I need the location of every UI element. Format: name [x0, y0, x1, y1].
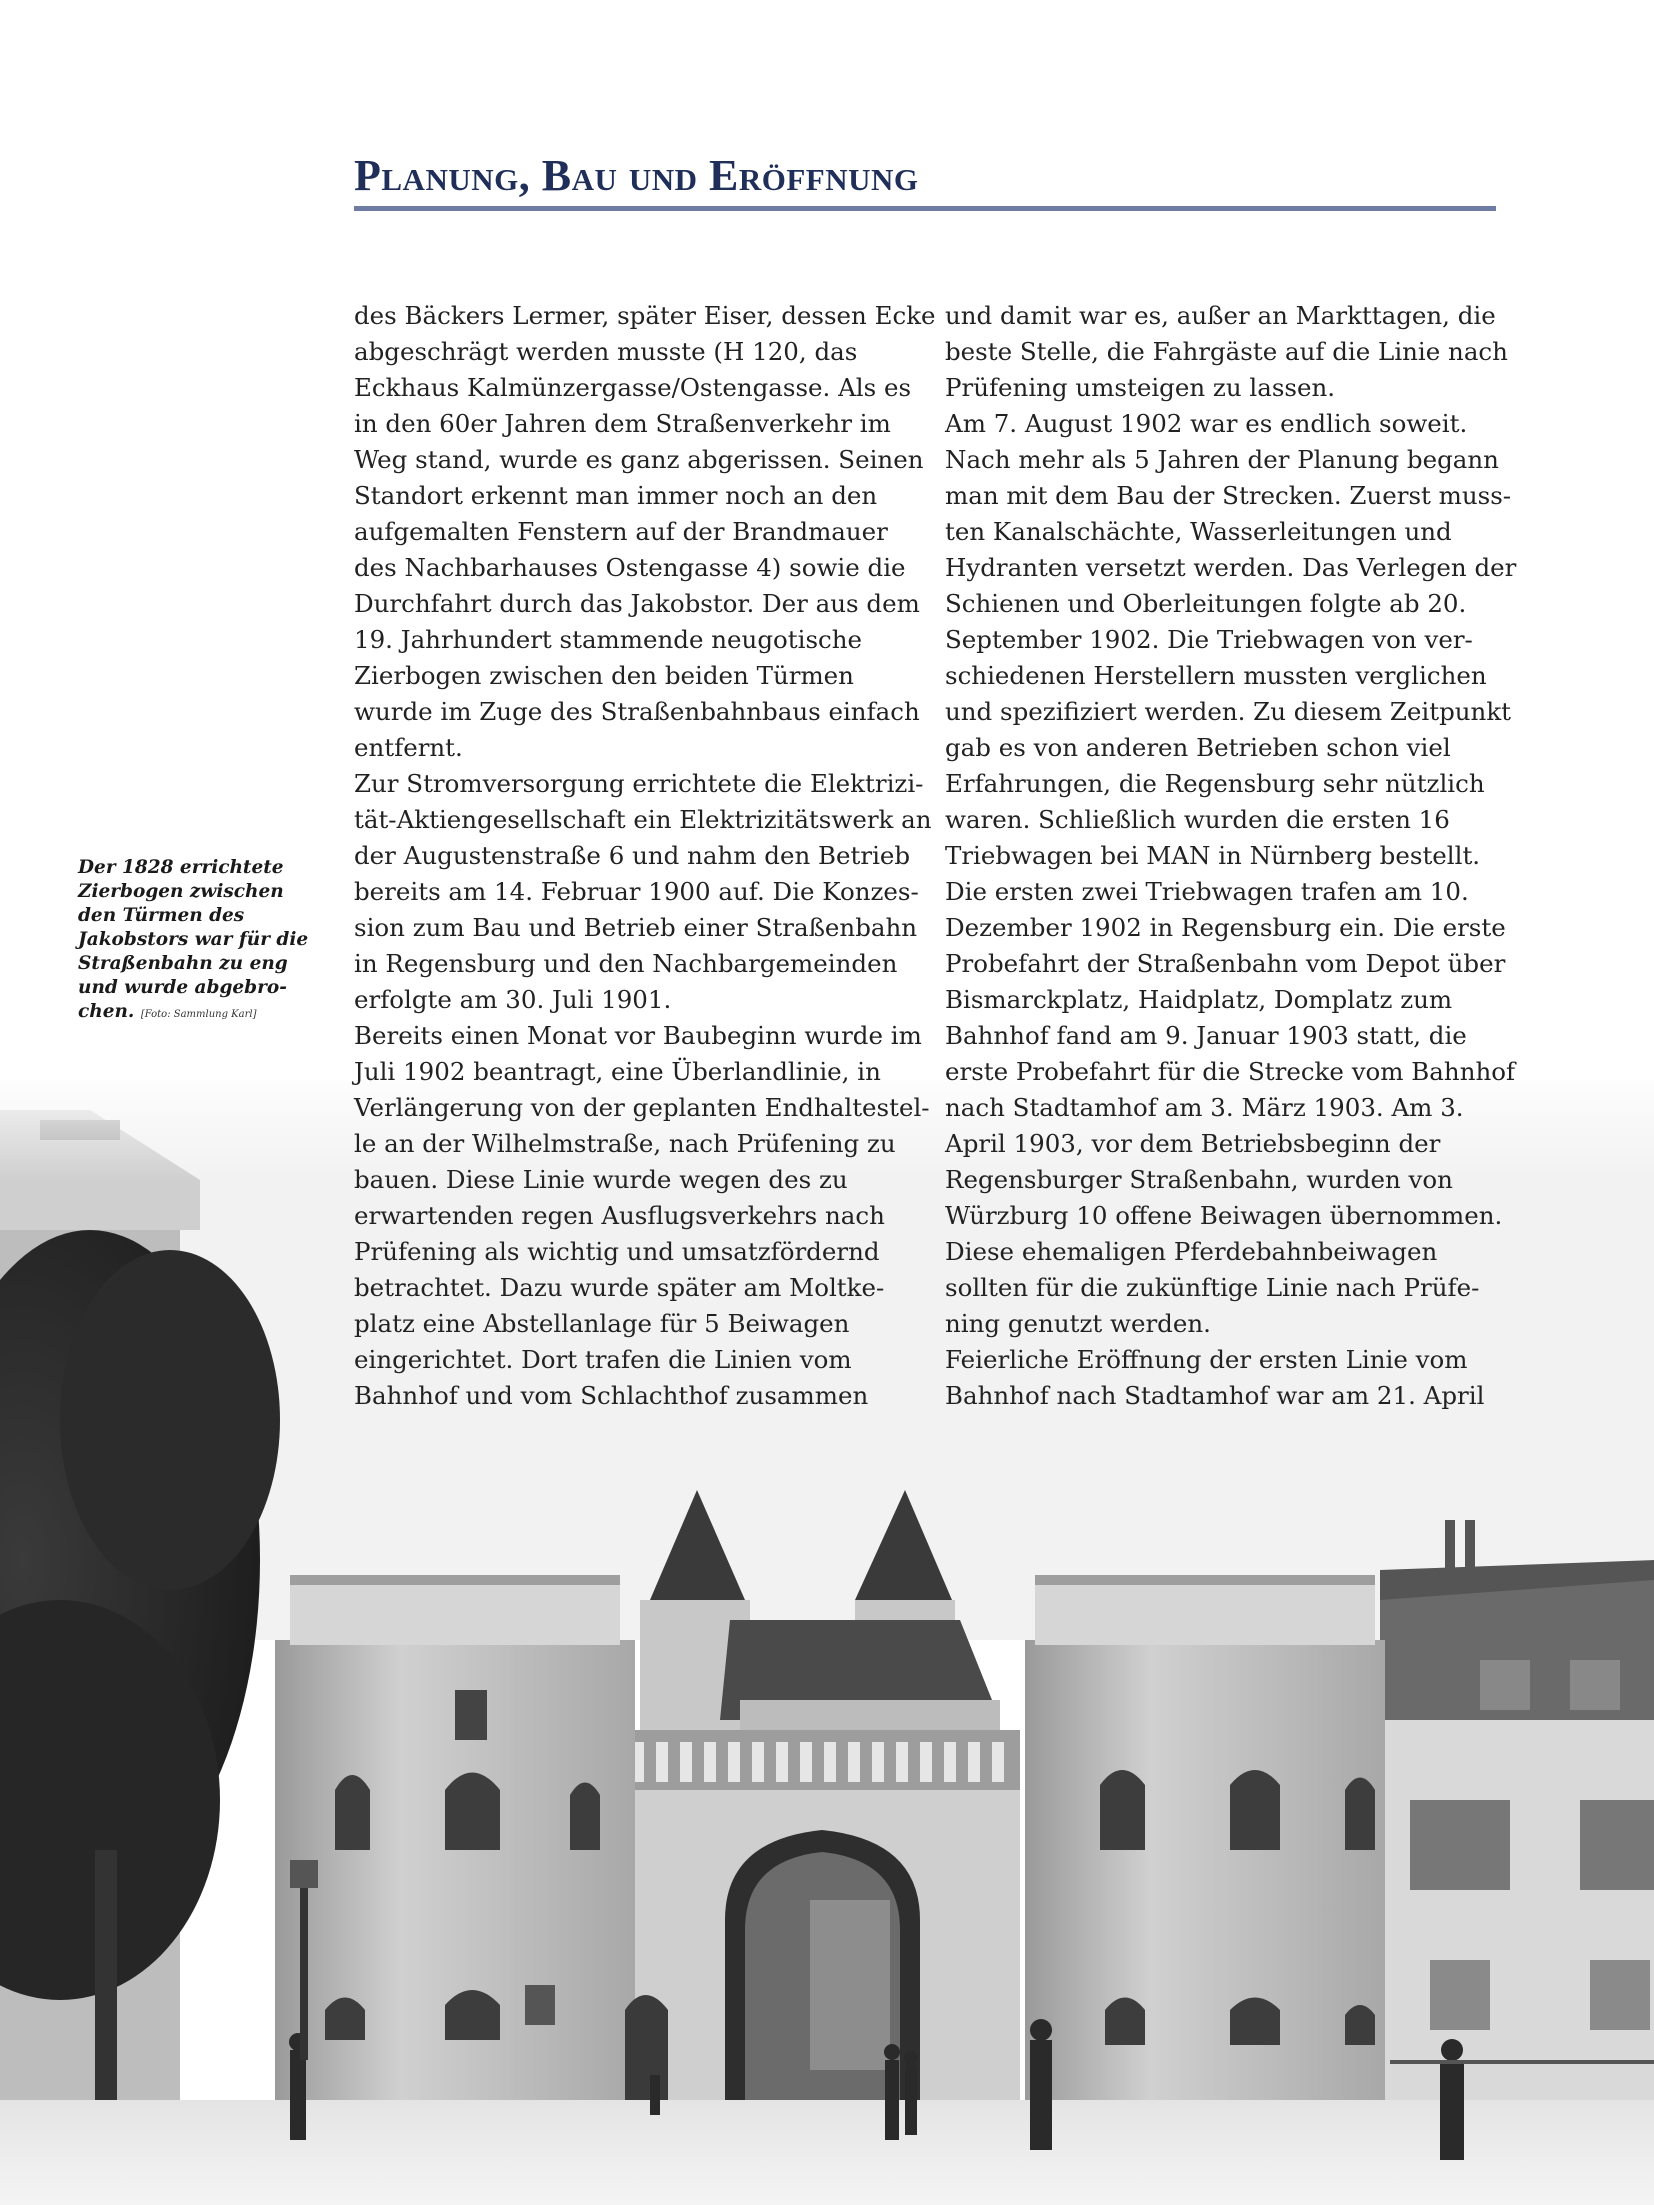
text-column-left [354, 298, 936, 1414]
text-line: le an der Wilhelmstraße, nach Prüfening zu [354, 1129, 896, 1158]
page-title: Planung, Bau und Eröffnung [354, 151, 919, 200]
text-line: entfernt. [354, 733, 463, 762]
text-line: Bismarckplatz, Haidplatz, Domplatz zum [945, 985, 1453, 1014]
text-line: ning genutzt werden. [945, 1309, 1211, 1338]
text-line: abgeschrägt werden musste (H 120, das [354, 337, 858, 366]
text-line: Dezember 1902 in Regensburg ein. Die erste [945, 913, 1506, 942]
text-line: platz eine Abstellanlage für 5 Beiwagen [354, 1309, 850, 1338]
caption-line: und wurde abgebro- [78, 977, 287, 998]
text-line: wurde im Zuge des Straßenbahnbaus einfach [354, 697, 920, 726]
text-line: sion zum Bau und Betrieb einer Straßenbahn [354, 913, 918, 942]
caption-line: Straßenbahn zu eng [78, 953, 288, 974]
text-line: Standort erkennt man immer noch an den [354, 481, 878, 510]
text-line: Regensburger Straßenbahn, wurden von [945, 1165, 1453, 1194]
text-line: September 1902. Die Triebwagen von ver- [945, 625, 1473, 654]
text-line: Weg stand, wurde es ganz abgerissen. Seinen [354, 445, 924, 474]
text-line: in den 60er Jahren dem Straßenverkehr im [354, 409, 891, 438]
text-line: sollten für die zukünftige Linie nach Prüfe- [945, 1273, 1480, 1302]
text-line: des Bäckers Lermer, später Eiser, dessen Ecke [354, 301, 936, 330]
text-line: erste Probefahrt für die Strecke vom Bahnhof [945, 1057, 1516, 1086]
text-line: Probefahrt der Straßenbahn vom Depot über [945, 949, 1506, 978]
text-line: bereits am 14. Februar 1900 auf. Die Konzes- [354, 877, 919, 906]
text-line: Nach mehr als 5 Jahren der Planung begann [945, 445, 1499, 474]
text-line: April 1903, vor dem Betriebsbeginn der [945, 1129, 1441, 1158]
text-column-right [945, 298, 1517, 1414]
text-line: beste Stelle, die Fahrgäste auf die Linie nach [945, 337, 1508, 366]
text-line: gab es von anderen Betrieben schon viel [945, 733, 1451, 762]
text-line: nach Stadtamhof am 3. März 1903. Am 3. [945, 1093, 1464, 1122]
text-line: Feierliche Eröffnung der ersten Linie vom [945, 1345, 1468, 1374]
text-line: Verlängerung von der geplanten Endhaltestel- [354, 1093, 930, 1122]
text-line: erwartenden regen Ausflugsverkehrs nach [354, 1201, 885, 1230]
text-line: Durchfahrt durch das Jakobstor. Der aus dem [354, 589, 920, 618]
text-line: Prüfening als wichtig und umsatzfördernd [354, 1237, 880, 1266]
text-line: erfolgte am 30. Juli 1901. [354, 985, 672, 1014]
text-line: Juli 1902 beantragt, eine Überlandlinie, in [354, 1057, 881, 1086]
photo-credit: [Foto: Sammlung Karl] [140, 1009, 257, 1020]
text-line: in Regensburg und den Nachbargemeinden [354, 949, 898, 978]
caption-line: Der 1828 errichtete [78, 857, 284, 878]
text-line: 19. Jahrhundert stammende neugotische [354, 625, 863, 654]
text-line: Bereits einen Monat vor Baubeginn wurde im [354, 1021, 922, 1050]
caption-line: den Türmen des [78, 905, 245, 926]
text-line: Am 7. August 1902 war es endlich soweit. [945, 409, 1468, 438]
text-line: Erfahrungen, die Regensburg sehr nützlich [945, 769, 1485, 798]
text-line: Die ersten zwei Triebwagen trafen am 10. [945, 877, 1469, 906]
text-line: ten Kanalschächte, Wasserleitungen und [945, 517, 1452, 546]
caption-line: Jakobstors war für die [78, 929, 309, 950]
photo-caption [78, 856, 318, 1027]
text-line: und damit war es, außer an Markttagen, die [945, 301, 1496, 330]
caption-line-text: chen. [78, 1001, 135, 1022]
text-line: eingerichtet. Dort trafen die Linien vom [354, 1345, 852, 1374]
text-line: Zur Stromversorgung errichtete die Elektrizi- [354, 769, 924, 798]
text-line: bauen. Diese Linie wurde wegen des zu [354, 1165, 848, 1194]
text-line: Bahnhof und vom Schlachthof zusammen [354, 1381, 869, 1410]
text-line: Bahnhof fand am 9. Januar 1903 statt, die [945, 1021, 1467, 1050]
text-line: aufgemalten Fenstern auf der Brandmauer [354, 517, 888, 546]
title-divider [354, 206, 1496, 211]
text-line: Prüfening umsteigen zu lassen. [945, 373, 1336, 402]
text-line: Triebwagen bei MAN in Nürnberg bestellt. [945, 841, 1481, 870]
text-line: Würzburg 10 offene Beiwagen übernommen. [945, 1201, 1503, 1230]
text-line: Schienen und Oberleitungen folgte ab 20. [945, 589, 1467, 618]
text-line: betrachtet. Dazu wurde später am Moltke- [354, 1273, 885, 1302]
text-line: Hydranten versetzt werden. Das Verlegen der [945, 553, 1517, 582]
text-line: Zierbogen zwischen den beiden Türmen [354, 661, 854, 690]
text-line: der Augustenstraße 6 und nahm den Betrieb [354, 841, 911, 870]
text-line: Eckhaus Kalmünzergasse/Ostengasse. Als es [354, 373, 912, 402]
text-line: und spezifiziert werden. Zu diesem Zeitpunkt [945, 697, 1512, 726]
text-line: tät-Aktiengesellschaft ein Elektrizitätswerk an [354, 805, 932, 834]
text-line: Diese ehemaligen Pferdebahnbeiwagen [945, 1237, 1438, 1266]
text-line: des Nachbarhauses Ostengasse 4) sowie die [354, 553, 906, 582]
caption-line [78, 1000, 318, 1027]
text-line: schiedenen Herstellern mussten verglichen [945, 661, 1487, 690]
caption-line: Zierbogen zwischen [78, 881, 284, 902]
text-line: waren. Schließlich wurden die ersten 16 [945, 805, 1450, 834]
text-line: man mit dem Bau der Strecken. Zuerst muss- [945, 481, 1512, 510]
text-line: Bahnhof nach Stadtamhof war am 21. April [945, 1381, 1485, 1410]
